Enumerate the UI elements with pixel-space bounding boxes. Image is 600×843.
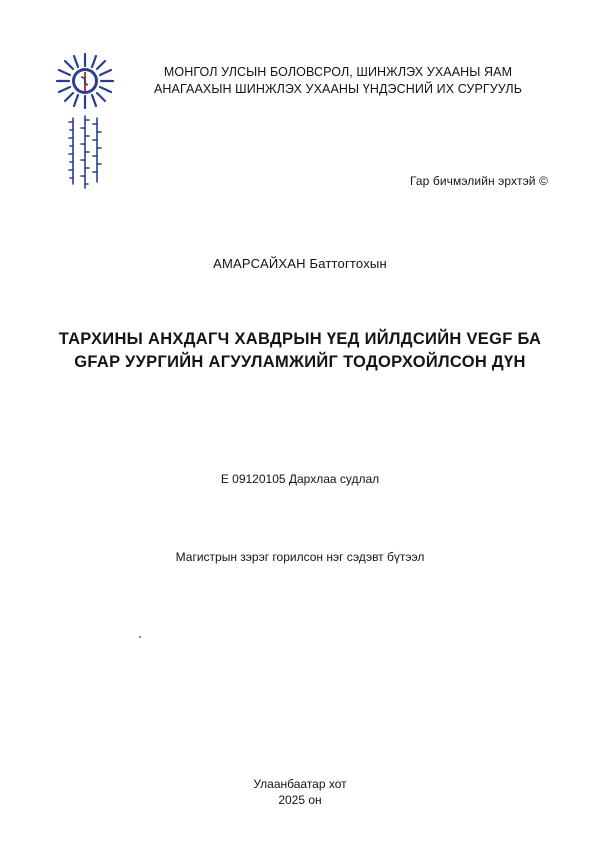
institution-header [118, 64, 558, 98]
university-logo [55, 52, 115, 194]
university-emblem-icon [55, 52, 115, 194]
degree-statement: Магистрын зэрэг горилсон нэг сэдэвт бүтээл [175, 550, 425, 564]
author-name: АМАРСАЙХАН Баттогтохын [213, 256, 387, 271]
year: 2025 он [278, 793, 322, 807]
thesis-title-line-1: ТАРХИНЫ АНХДАГЧ ХАВДРЫН ҮЕД ИЙЛДСИЙН VEGF БА [58, 330, 542, 348]
city: Улаанбаатар хот [253, 777, 347, 791]
thesis-title [40, 328, 560, 374]
scan-speck [139, 636, 141, 638]
copyright-notice: Гар бичмэлийн эрхтэй © [409, 174, 548, 188]
university-name: АНАГААХЫН ШИНЖЛЭХ УХААНЫ ҮНДЭСНИЙ ИХ СУРГУУЛЬ [153, 82, 523, 96]
specialty-code: E 09120105 Дархлаа судлал [220, 472, 380, 486]
ministry-name: МОНГОЛ УЛСЫН БОЛОВСРОЛ, ШИНЖЛЭХ УХААНЫ ЯАМ [163, 65, 513, 79]
thesis-title-line-2: GFAP УУРГИЙН АГУУЛАМЖИЙГ ТОДОРХОЙЛСОН ДҮН [74, 353, 526, 371]
place-and-date [0, 776, 600, 808]
